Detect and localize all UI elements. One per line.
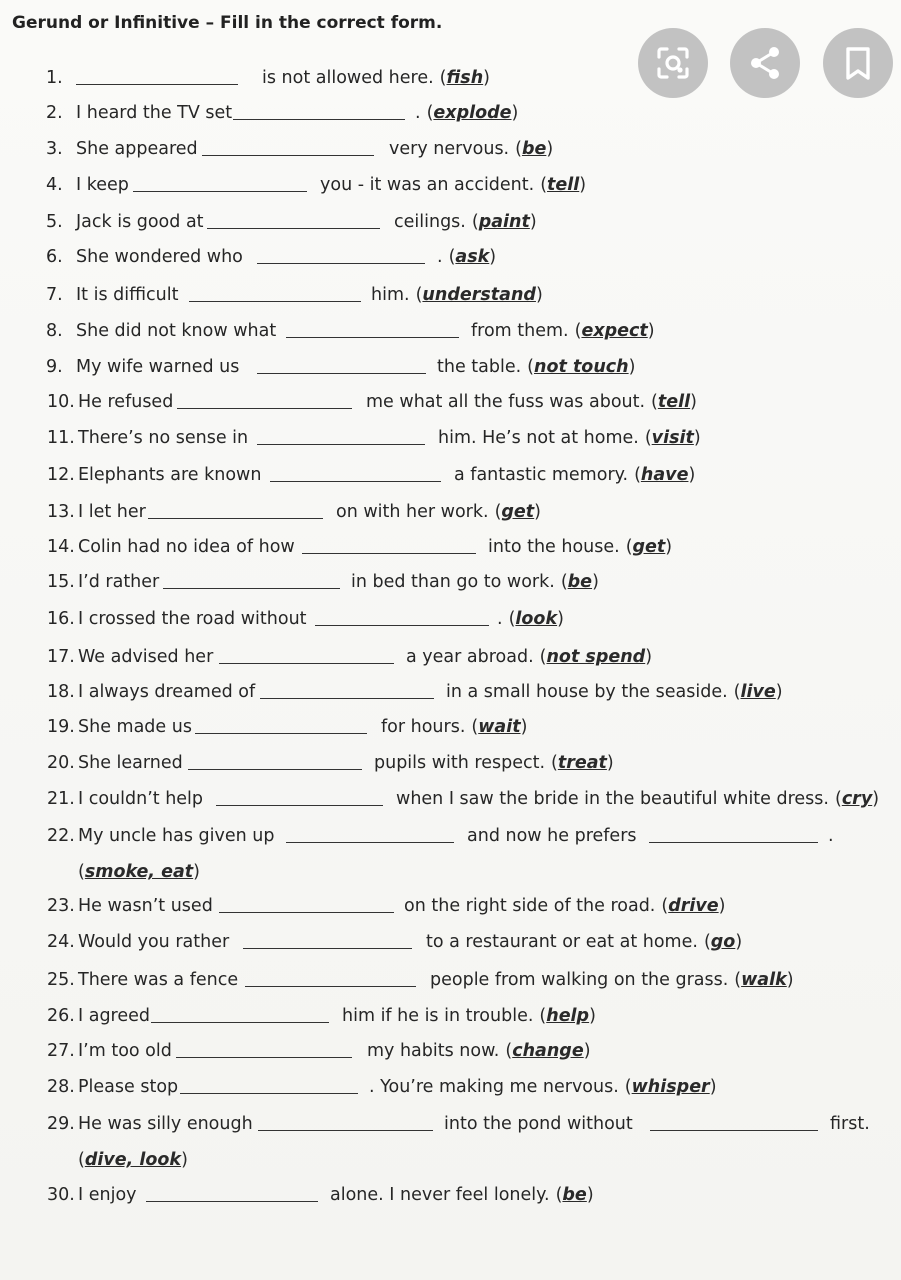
item-prompt: Would you rather [78,932,230,952]
item-continuation: him if he is in trouble. [342,1006,534,1026]
verb-hint-word: treat [557,753,607,773]
item-number: 22. [47,826,75,846]
verb-hint: (visit) [644,428,701,448]
answer-blank[interactable] [302,553,476,554]
verb-hint: (fish) [439,68,490,88]
item-prompt: We advised her [78,647,214,667]
verb-hint-word: look [515,609,558,629]
item-prompt: She learned [78,753,183,773]
answer-blank[interactable] [245,986,416,987]
item-number: 27. [47,1041,75,1061]
item-continuation: for hours. [381,717,466,737]
answer-blank[interactable] [202,155,374,156]
item-number: 23. [47,896,75,916]
item-number: 10. [47,392,75,412]
verb-hint-word: fish [446,68,484,88]
verb-hint-word: visit [651,428,694,448]
item-continuation: you - it was an accident. [320,175,535,195]
item-prompt: I couldn’t help [78,789,204,809]
verb-hint-word: drive [668,896,719,916]
item-number: 26. [47,1006,75,1026]
answer-blank[interactable] [219,912,394,913]
verb-hint-word: wait [478,717,521,737]
exercise-item [0,1039,901,1063]
verb-hint: (not spend) [539,647,653,667]
answer-blank[interactable] [649,842,818,843]
item-ending: . [828,826,834,846]
item-continuation: on with her work. [336,502,489,522]
item-prompt: I keep [76,175,129,195]
item-continuation: . You’re making me nervous. [369,1077,619,1097]
item-continuation: a year abroad. [406,647,534,667]
verb-hint: (tell) [540,175,587,195]
exercise-item [0,930,901,954]
verb-hint-word: dive, look [84,1150,182,1170]
item-number: 17. [47,647,75,667]
item-number: 28. [47,1077,75,1097]
item-prompt: He refused [78,392,174,412]
answer-blank[interactable] [219,663,394,664]
verb-hint: (whisper) [624,1077,717,1097]
item-number: 5. [46,212,63,232]
item-number: 15. [47,572,75,592]
item-prompt: Elephants are known [78,465,262,485]
item-continuation: a fantastic memory. [454,465,629,485]
verb-hint: (wait) [471,717,528,737]
exercise-item [0,426,901,450]
answer-blank[interactable] [258,1130,433,1131]
answer-blank[interactable] [216,805,383,806]
verb-hint: (walk) [734,970,794,990]
item-continuation: . [415,103,421,123]
item-number: 29. [47,1114,75,1134]
verb-hint-word: be [562,1185,587,1205]
exercise-item [0,787,901,811]
item-number: 3. [46,139,63,159]
exercise-item [0,1183,901,1207]
exercise-item [0,1075,901,1099]
verb-hint-word: ask [455,247,490,267]
verb-hint-word: tell [657,392,691,412]
verb-hint: (smoke, eat) [78,862,200,882]
exercise-item [0,137,901,161]
exercise-item [0,680,901,704]
answer-blank[interactable] [260,698,434,699]
item-continuation: when I saw the bride in the beautiful white dress. [396,789,829,809]
item-prompt: She made us [78,717,192,737]
item-continuation: in a small house by the seaside. [446,682,728,702]
item-continuation: the table. [437,357,522,377]
answer-blank[interactable] [315,625,489,626]
answer-blank[interactable] [257,444,425,445]
item-continuation: and now he prefers [467,826,637,846]
verb-hint: (not touch) [527,357,636,377]
exercise-item [0,319,901,343]
item-continuation: from them. [471,321,569,341]
verb-hint: (live) [733,682,783,702]
item-prompt: There was a fence [78,970,239,990]
verb-hint-word: expect [581,321,648,341]
item-number: 14. [47,537,75,557]
item-prompt: She wondered who [76,247,243,267]
item-number: 20. [47,753,75,773]
answer-blank[interactable] [188,769,362,770]
answer-blank[interactable] [270,481,441,482]
exercise-item [0,245,901,269]
item-prompt: I heard the TV set [76,103,233,123]
item-prompt: She did not know what [76,321,277,341]
verb-hint: (be) [555,1185,594,1205]
item-number: 9. [46,357,63,377]
item-continuation: pupils with respect. [374,753,546,773]
verb-hint-word: be [567,572,593,592]
item-prompt: There’s no sense in [78,428,249,448]
verb-hint: (treat) [551,753,614,773]
verb-hint-word: smoke, eat [84,862,194,882]
item-continuation: very nervous. [389,139,510,159]
verb-hint: (change) [505,1041,591,1061]
exercise-item [0,463,901,487]
exercise-item [0,210,901,234]
item-prompt: My uncle has given up [78,826,275,846]
item-continuation: my habits now. [367,1041,500,1061]
exercise-item [0,968,901,992]
answer-blank[interactable] [148,518,323,519]
verb-hint: (have) [634,465,696,485]
exercise-item [0,500,901,524]
exercise-item [0,173,901,197]
exercise-item [0,283,901,307]
answer-blank[interactable] [177,408,352,409]
answer-blank[interactable] [233,119,405,120]
verb-hint: (get) [625,537,673,557]
verb-hint-word: understand [422,285,536,305]
item-prompt: Colin had no idea of how [78,537,295,557]
item-continuation: me what all the fuss was about. [366,392,646,412]
item-prompt: I’d rather [78,572,160,592]
item-continuation: to a restaurant or eat at home. [426,932,698,952]
item-continuation: ceilings. [394,212,466,232]
verb-hint: (cry) [834,789,880,809]
item-number: 30. [47,1185,75,1205]
exercise-item [0,824,901,848]
answer-blank[interactable] [76,84,238,85]
exercise-item [0,607,901,631]
item-number: 6. [46,247,63,267]
answer-blank[interactable] [207,228,380,229]
verb-hint: (help) [539,1006,596,1026]
verb-hint: (be) [560,572,599,592]
item-continuation: him. He’s not at home. [438,428,639,448]
item-prompt: I enjoy [78,1185,137,1205]
exercise-item [0,66,901,90]
exercise-item [0,894,901,918]
verb-hint: (explode) [426,103,519,123]
item-prompt: Please stop [78,1077,179,1097]
item-continuation: alone. I never feel lonely. [330,1185,550,1205]
answer-blank[interactable] [180,1093,358,1094]
answer-blank[interactable] [286,337,459,338]
verb-hint-word: whisper [631,1077,710,1097]
item-prompt: He was silly enough [78,1114,253,1134]
answer-blank[interactable] [257,263,425,264]
item-prompt: He wasn’t used [78,896,213,916]
item-prompt: I agreed [78,1006,151,1026]
verb-hint-word: not spend [546,647,646,667]
item-number: 16. [47,609,75,629]
exercise-item [0,535,901,559]
item-number: 24. [47,932,75,952]
verb-hint-word: explode [433,103,512,123]
item-number: 8. [46,321,63,341]
verb-hint: (be) [515,139,554,159]
answer-blank[interactable] [163,588,340,589]
item-number: 11. [47,428,75,448]
answer-blank[interactable] [286,842,454,843]
item-number: 7. [46,285,63,305]
exercise-item [0,1004,901,1028]
verb-hint-word: go [710,932,736,952]
verb-hint: (paint) [471,212,537,232]
item-ending: first. [830,1114,870,1134]
item-number: 12. [47,465,75,485]
item-continuation: into the house. [488,537,620,557]
answer-blank[interactable] [189,301,361,302]
item-number: 4. [46,175,63,195]
verb-hint-word: get [501,502,535,522]
verb-hint: (get) [494,502,541,522]
verb-hint: (tell) [651,392,697,412]
answer-blank[interactable] [257,373,426,374]
exercise-item [0,715,901,739]
item-prompt: My wife warned us [76,357,240,377]
exercise-item [0,645,901,669]
item-continuation: on the right side of the road. [404,896,656,916]
answer-blank[interactable] [195,733,367,734]
exercise-item [0,390,901,414]
exercise-item [0,570,901,594]
page-title: Gerund or Infinitive – Fill in the correct form. [12,13,443,33]
exercise-item [0,1112,901,1136]
item-continuation: is not allowed here. [262,68,434,88]
item-number: 1. [46,68,63,88]
answer-blank[interactable] [650,1130,818,1131]
item-number: 18. [47,682,75,702]
item-continuation: in bed than go to work. [351,572,555,592]
verb-hint: (expect) [574,321,655,341]
verb-hint-word: change [512,1041,584,1061]
answer-blank[interactable] [151,1022,329,1023]
verb-hint-word: get [632,537,666,557]
verb-hint-word: live [740,682,776,702]
verb-hint-word: have [640,465,689,485]
verb-hint-word: walk [741,970,787,990]
item-number: 21. [47,789,75,809]
verb-hint-line [0,860,901,884]
item-continuation: . [497,609,503,629]
verb-hint-line [0,1148,901,1172]
answer-blank[interactable] [133,191,307,192]
verb-hint: (look) [508,609,564,629]
verb-hint-word: paint [478,212,530,232]
item-continuation: people from walking on the grass. [430,970,729,990]
verb-hint: (go) [703,932,743,952]
answer-blank[interactable] [176,1057,352,1058]
verb-hint: (understand) [415,285,543,305]
exercise-item [0,355,901,379]
item-continuation: . [437,247,443,267]
item-prompt: I let her [78,502,146,522]
item-prompt: Jack is good at [76,212,204,232]
item-prompt: She appeared [76,139,198,159]
item-prompt: I always dreamed of [78,682,256,702]
item-number: 19. [47,717,75,737]
item-prompt: It is difficult [76,285,179,305]
verb-hint-word: cry [841,789,873,809]
verb-hint-word: help [546,1006,590,1026]
verb-hint-word: tell [547,175,580,195]
item-continuation: him. [371,285,410,305]
item-number: 2. [46,103,63,123]
exercise-item [0,751,901,775]
verb-hint-word: not touch [534,357,629,377]
item-prompt: I’m too old [78,1041,172,1061]
answer-blank[interactable] [146,1201,318,1202]
exercise-item [0,101,901,125]
verb-hint: (dive, look) [78,1150,188,1170]
item-number: 13. [47,502,75,522]
item-continuation: into the pond without [444,1114,633,1134]
answer-blank[interactable] [243,948,412,949]
item-prompt: I crossed the road without [78,609,307,629]
verb-hint: (drive) [661,896,726,916]
item-number: 25. [47,970,75,990]
verb-hint-word: be [521,139,547,159]
verb-hint: (ask) [448,247,497,267]
